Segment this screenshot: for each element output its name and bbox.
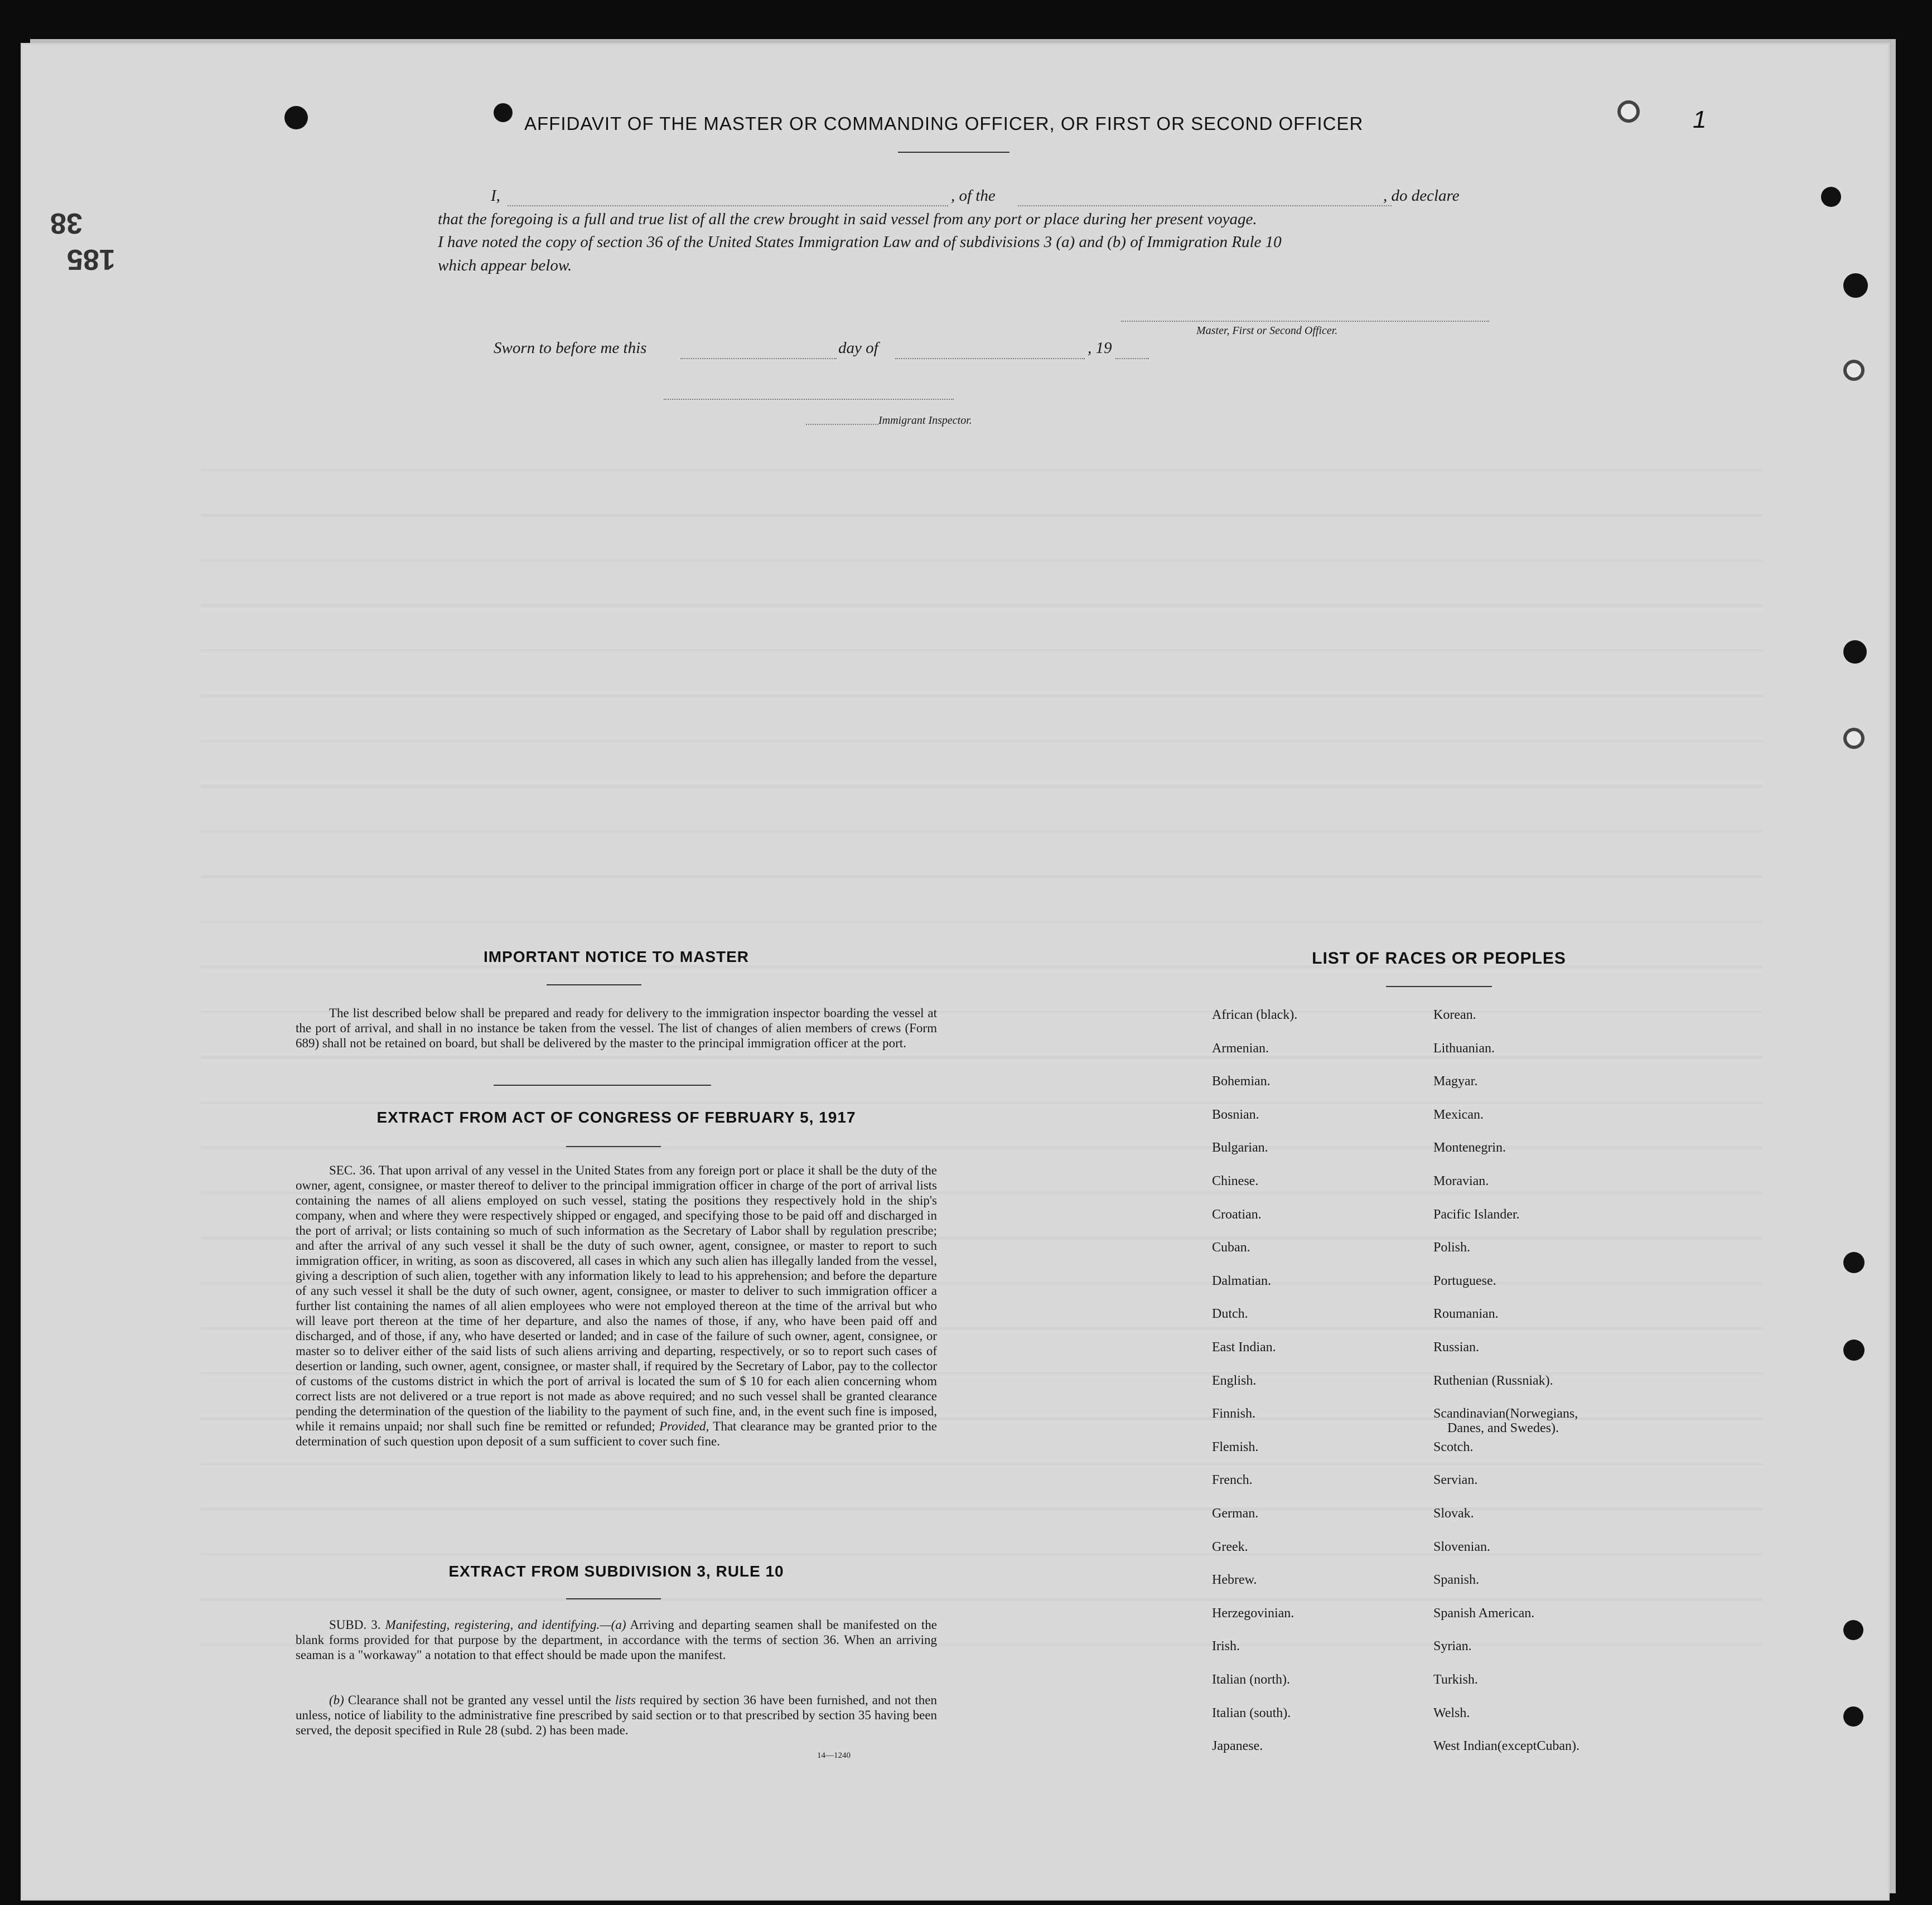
race-item: Chinese. (1212, 1174, 1259, 1188)
race-item: Slovenian. (1433, 1539, 1490, 1554)
punch-hole-right-5 (1843, 728, 1865, 749)
act-body-end: That clearance may be granted prior to the determination of such question upon deposit of a sum sufficient to cover such fine. (296, 1419, 937, 1448)
races-rule (1386, 986, 1492, 987)
rule-para-b-text-1: Clearance shall not be granted any vessel until the (347, 1693, 611, 1707)
sworn-day-label: day of (838, 339, 878, 357)
inspector-signature-field[interactable] (664, 399, 954, 400)
master-caption: Master, First or Second Officer. (1196, 325, 1338, 337)
race-item: Dalmatian. (1212, 1273, 1271, 1288)
race-item: Welsh. (1433, 1705, 1470, 1720)
punch-hole-top-right (1617, 100, 1640, 123)
race-item: Spanish American. (1433, 1606, 1535, 1621)
race-item: Irish. (1212, 1639, 1240, 1654)
race-item: Greek. (1212, 1539, 1248, 1554)
race-item: Moravian. (1433, 1174, 1489, 1188)
race-item: Bohemian. (1212, 1074, 1271, 1089)
vessel-field[interactable] (1018, 205, 1392, 206)
race-item: Servian. (1433, 1473, 1478, 1488)
race-item: Lithuanian. (1433, 1041, 1495, 1056)
notice-bottom-rule (494, 1085, 711, 1086)
race-item: Syrian. (1433, 1639, 1472, 1654)
rule-heading: EXTRACT FROM SUBDIVISION 3, RULE 10 (448, 1563, 784, 1580)
punch-hole-top-left (284, 106, 308, 129)
race-item: Japanese. (1212, 1739, 1263, 1754)
rule-subd-title: Manifesting, registering, and identifying.—(a) (385, 1618, 626, 1632)
race-item: Pacific Islander. (1433, 1207, 1520, 1222)
rule-para-b (296, 1693, 937, 1738)
race-item: French. (1212, 1473, 1253, 1488)
race-item: Roumanian. (1433, 1307, 1499, 1322)
affidavit-line4: which appear below. (438, 257, 572, 274)
race-item: African (black). (1212, 1008, 1298, 1022)
sworn-year-label: , 19 (1088, 339, 1112, 357)
rule-b-label: (b) (329, 1693, 344, 1707)
margin-number-2: 185 (67, 243, 115, 275)
race-item: Danes, and Swedes). (1447, 1421, 1559, 1436)
race-item: Flemish. (1212, 1439, 1259, 1454)
rule-para-b-text-2: required by section 36 have been furnished, and not then unless, notice of liability to the administrative fine prescribed by said section or to that prescribed by section 35 having been served, the deposit specified in Rule 28 (subd. 2) has been made. (296, 1693, 938, 1737)
affidavit-line2: that the foregoing is a full and true list of all the crew brought in said vessel from any port or place during her present voyage. (438, 210, 1257, 228)
rule-para-a (296, 1617, 937, 1662)
margin-number-1: 38 (50, 207, 83, 239)
notice-rule (547, 984, 641, 985)
rule-para-b-lists: lists (615, 1693, 636, 1707)
race-item: English. (1212, 1373, 1257, 1388)
punch-hole-right-8 (1843, 1620, 1863, 1640)
affidavit-title: AFFIDAVIT OF THE MASTER OR COMMANDING OFFICER, OR FIRST OR SECOND OFFICER (524, 113, 1364, 134)
races-heading: LIST OF RACES OR PEOPLES (1312, 949, 1566, 968)
act-heading: EXTRACT FROM ACT OF CONGRESS OF FEBRUARY 5, 1917 (376, 1109, 856, 1126)
rule-heading-rule (566, 1598, 661, 1599)
race-item: Italian (north). (1212, 1672, 1290, 1687)
sworn-day-field[interactable] (680, 358, 837, 359)
race-item: Scotch. (1433, 1439, 1474, 1454)
rule-subd-label: SUBD. 3. (329, 1618, 381, 1632)
race-item: Ruthenian (Russniak). (1433, 1373, 1553, 1388)
punch-hole-top-left-2 (494, 103, 513, 122)
race-item: Bulgarian. (1212, 1140, 1268, 1155)
act-body: That upon arrival of any vessel in the United States from any foreign port or place it shall be the duty of the owner, agent, consignee, or master thereof to deliver to the principal immigration officer in charge of the port of arrival lists containing the names of all aliens employed on such vessel, stating the positions they respectively hold in the ship's company, when and where they were respectively shipped or engaged, and specifying those to be paid off and discharged in the port of arrival; or lists containing so much of such information as the Secretary of Labor shall by regulation prescribe; and after the arrival of any such vessel it shall be the duty of such owner, agent, consignee, or master to report to such immigration officer, in writing, as soon as discovered, all cases in which any such alien has illegally landed from the vessel, giving a description of such alien, together with any information likely to lead to his apprehension; and before the departure of any such vessel it shall be the duty of such owner, agent, consignee, or master to deliver to such immigration officer a further list containing the names of all alien employees who were not employed thereon at the time of the arrival but who will leave port thereon at the time of her departure, and also the names of those, if any, who have been paid off and discharged, and of those, if any, who have deserted or landed; and in case of the failure of such owner, agent, consignee, or master so to deliver either of the said lists of such aliens arriving and departing, respectively, or so to report such cases of desertion or landing, such owner, agent, consignee, or master shall, if required by the Secretary of Labor, pay to the collector of customs of the customs district in which the port of arrival is located the sum of $ 10 for each alien concerning whom correct lists are not delivered or a true report is not made as above required; and no such vessel shall be granted clearance pending the determination of the question of the liability to the payment of such fine, and, in the event such fine is imposed, while it remains unpaid; nor shall such fine be remitted or refunded; (296, 1163, 937, 1433)
affidavit-title-rule (898, 152, 1010, 153)
race-item: Slovak. (1433, 1506, 1474, 1521)
race-item: German. (1212, 1506, 1259, 1521)
act-provided: Provided, (659, 1419, 709, 1433)
race-item: Armenian. (1212, 1041, 1269, 1056)
race-item: Polish. (1433, 1240, 1471, 1255)
race-item: Scandinavian(Norwegians, (1433, 1406, 1578, 1422)
race-item: Magyar. (1433, 1074, 1478, 1089)
inspector-caption: Immigrant Inspector. (878, 414, 972, 427)
act-rule (566, 1146, 661, 1147)
rule-para-a-text: Arriving and departing seamen shall be manifested on the blank forms provided for that purpose by the department, in accordance with the terms of section 36. When an arriving seaman is a "workaway" a notation to that effect should be made upon the manifest. (296, 1618, 937, 1662)
race-item: Mexican. (1433, 1107, 1484, 1122)
page-number: 1 (1693, 106, 1707, 133)
race-item: Italian (south). (1212, 1705, 1291, 1720)
notice-heading: IMPORTANT NOTICE TO MASTER (483, 948, 750, 965)
affidavit-line1-start: I, (491, 187, 500, 205)
punch-hole-right-7 (1843, 1340, 1865, 1361)
sworn-month-field[interactable] (895, 358, 1085, 359)
race-item: Montenegrin. (1433, 1140, 1506, 1155)
act-sec-label: SEC. 36. (329, 1163, 375, 1177)
act-text (296, 1163, 937, 1449)
punch-hole-right-2 (1843, 273, 1868, 298)
affidavit-line1-end: , do declare (1383, 187, 1460, 205)
punch-hole-right-1 (1821, 187, 1841, 207)
punch-hole-right-4 (1843, 640, 1867, 664)
race-item: Dutch. (1212, 1307, 1248, 1322)
document-sheet (22, 45, 1888, 1899)
punch-hole-right-3 (1843, 360, 1865, 381)
race-item: Spanish. (1433, 1573, 1480, 1588)
affidavit-line3: I have noted the copy of section 36 of the United States Immigration Law and of subdivisions 3 (a) and (b) of Immigration Rule 10 (438, 233, 1282, 251)
sworn-year-field[interactable] (1115, 358, 1149, 359)
sworn-text: Sworn to before me this (494, 339, 647, 357)
affidavit-line1-mid: , of the (951, 187, 996, 205)
notice-text: The list described below shall be prepared and ready for delivery to the immigration inspector boarding the vessel at the port of arrival, and shall in no instance be taken from the vessel. The list of changes of alien members of crews (Form 689) shall not be retained on board, but shall be delivered by the master to the principal immigration officer at the port. (296, 1006, 937, 1050)
race-item: West Indian(exceptCuban). (1433, 1739, 1580, 1754)
race-item: Russian. (1433, 1340, 1480, 1355)
punch-hole-right-9 (1843, 1706, 1863, 1727)
race-item: Korean. (1433, 1008, 1476, 1022)
race-item: Finnish. (1212, 1406, 1256, 1422)
master-signature-field[interactable] (1121, 321, 1489, 322)
race-item: Portuguese. (1433, 1273, 1496, 1288)
race-item: East Indian. (1212, 1340, 1276, 1355)
race-item: Turkish. (1433, 1672, 1478, 1687)
race-item: Croatian. (1212, 1207, 1262, 1222)
race-item: Bosnian. (1212, 1107, 1259, 1122)
form-number: 14—1240 (817, 1751, 851, 1760)
race-item: Hebrew. (1212, 1573, 1257, 1588)
race-item: Herzegovinian. (1212, 1606, 1295, 1621)
name-field[interactable] (508, 205, 948, 206)
race-item: Cuban. (1212, 1240, 1250, 1255)
punch-hole-right-6 (1843, 1252, 1865, 1273)
inspector-signature-lead (806, 424, 878, 425)
